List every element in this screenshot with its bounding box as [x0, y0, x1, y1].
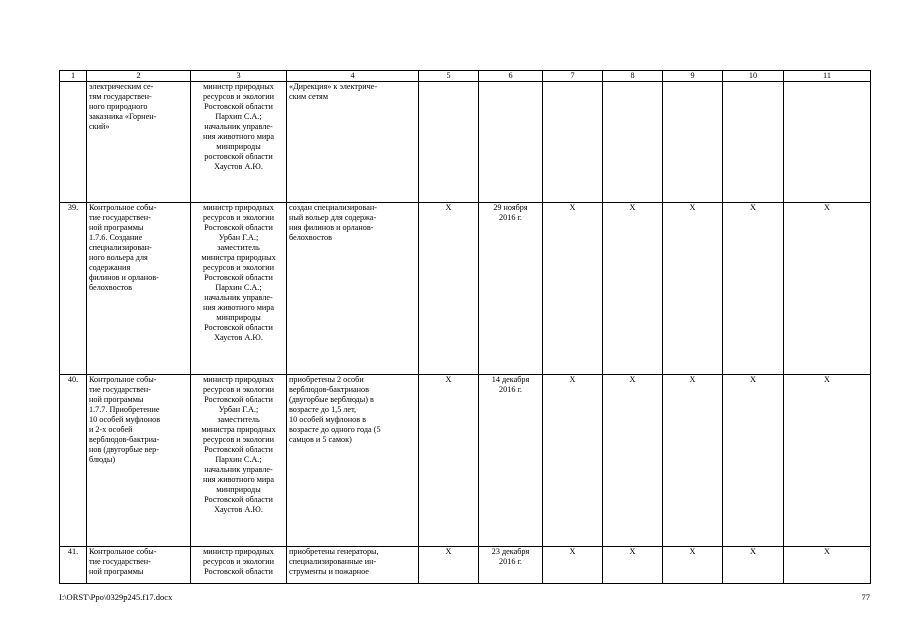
- cell-col7: X: [543, 203, 603, 375]
- cell-date: 23 декабря 2016 г.: [479, 547, 543, 584]
- column-number: 5: [419, 71, 479, 82]
- cell-col5: X: [419, 375, 479, 547]
- event-name: электрическим се- тям государствен- ного природного заказника «Горнен- ский»: [87, 82, 191, 203]
- responsible-person: министр природных ресурсов и экологии Ростовской области Урбан Г.А.; заместитель министра природных ресурсов и экологии Ростовской области Пархин С.А.; начальник управле- ния животного мира минприроды Ростовской области Хаустов А.Ю.: [191, 203, 287, 375]
- page-footer: [59, 592, 870, 602]
- column-number: 1: [60, 71, 87, 82]
- column-number: 2: [87, 71, 191, 82]
- cell-col7: X: [543, 547, 603, 584]
- cell-col7: X: [543, 375, 603, 547]
- event-name: Контрольное собы- тие государствен- ной программы 1.7.7. Приобретение 10 особей муфлонов и 2-х особей верблюдов-бактриа- нов (двугорбые вер- блюды): [87, 375, 191, 547]
- column-number: 6: [479, 71, 543, 82]
- column-number-header-row: [60, 71, 871, 82]
- responsible-person: министр природных ресурсов и экологии Ростовской области Урбан Г.А.; заместитель министра природных ресурсов и экологии Ростовской области Пархин С.А.; начальник управле- ния животного мира минприроды Ростовской области Хаустов А.Ю.: [191, 375, 287, 547]
- expected-result: приобретены 2 особи верблюдов-бактрианов (двугорбые верблюды) в возрасте до 1,5 лет, 10 особей муфлонов в возрасте до одного года (5 самцов и 5 самок): [287, 375, 419, 547]
- cell-col10: X: [723, 547, 784, 584]
- row-number: 39.: [60, 203, 87, 375]
- document-table: [59, 70, 871, 584]
- cell-col8: X: [603, 203, 663, 375]
- cell-col11: X: [784, 375, 871, 547]
- file-path: I:\ORST\Ppo\0329p245.f17.docx: [59, 592, 173, 602]
- cell-col8: [603, 82, 663, 203]
- cell-col9: [663, 82, 723, 203]
- table-row: [60, 375, 871, 547]
- cell-col9: X: [663, 547, 723, 584]
- cell-col11: X: [784, 547, 871, 584]
- column-number: 11: [784, 71, 871, 82]
- column-number: 7: [543, 71, 603, 82]
- column-number: 8: [603, 71, 663, 82]
- row-number: [60, 82, 87, 203]
- cell-col5: [419, 82, 479, 203]
- cell-col11: [784, 82, 871, 203]
- cell-col5: X: [419, 203, 479, 375]
- table-row: [60, 203, 871, 375]
- event-name: Контрольное собы- тие государствен- ной программы: [87, 547, 191, 584]
- cell-date: 29 ноября 2016 г.: [479, 203, 543, 375]
- cell-date: [479, 82, 543, 203]
- cell-col10: X: [723, 203, 784, 375]
- cell-col10: [723, 82, 784, 203]
- table-row: [60, 82, 871, 203]
- expected-result: «Дирекция» к электриче- ским сетям: [287, 82, 419, 203]
- column-number: 4: [287, 71, 419, 82]
- page-number: 77: [861, 592, 870, 602]
- cell-col8: X: [603, 547, 663, 584]
- cell-col11: X: [784, 203, 871, 375]
- cell-col9: X: [663, 203, 723, 375]
- responsible-person: министр природных ресурсов и экологии Ростовской области Пархип С.А.; начальник управле- ния животного мира минприроды ростовской области Хаустов А.Ю.: [191, 82, 287, 203]
- expected-result: приобретены генераторы, специализированные ин- струменты и пожарное: [287, 547, 419, 584]
- column-number: 3: [191, 71, 287, 82]
- cell-col5: X: [419, 547, 479, 584]
- cell-col8: X: [603, 375, 663, 547]
- cell-col9: X: [663, 375, 723, 547]
- cell-date: 14 декабря 2016 г.: [479, 375, 543, 547]
- expected-result: создан специализирован- ный вольер для содержа- ния филинов и орланов- белохвостов: [287, 203, 419, 375]
- event-name: Контрольное собы- тие государствен- ной программы 1.7.6. Создание специализирован- ного вольера для содержания филинов и орланов- белохвостов: [87, 203, 191, 375]
- table-row: [60, 547, 871, 584]
- column-number: 10: [723, 71, 784, 82]
- row-number: 40.: [60, 375, 87, 547]
- responsible-person: министр природных ресурсов и экологии Ростовской области: [191, 547, 287, 584]
- cell-col10: X: [723, 375, 784, 547]
- cell-col7: [543, 82, 603, 203]
- column-number: 9: [663, 71, 723, 82]
- row-number: 41.: [60, 547, 87, 584]
